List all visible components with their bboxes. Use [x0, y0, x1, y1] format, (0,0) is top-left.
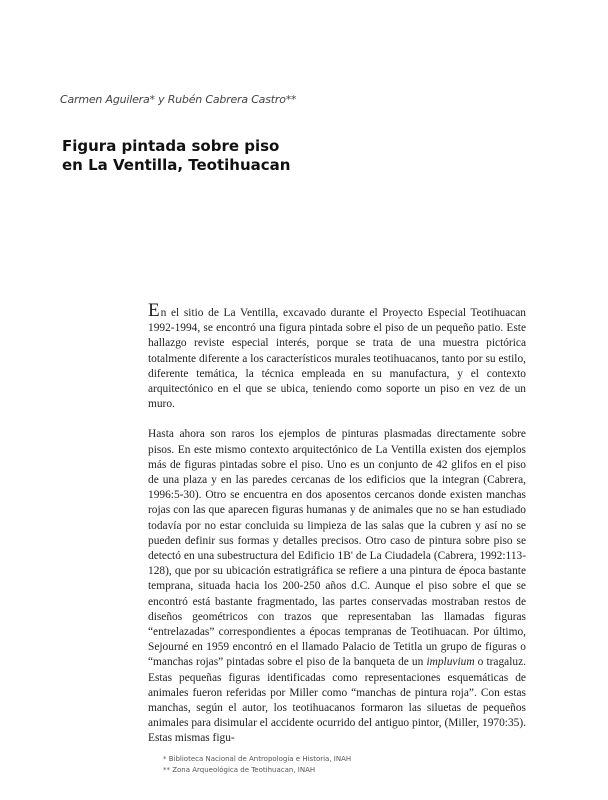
paragraph-2-text-a: Hasta ahora son raros los ejemplos de pinturas plasmadas directamente sobre pisos. En este mismo contexto arquitectónico de La Ventilla existen dos ejemplos más de figuras pintadas sobre el piso. Uno es un conjunto de 42 glifos en el piso de una plaza y en las paredes cercanas de los edificios que la integran (Cabrera, 1996:5-30). Otro se encuentra en dos aposentos cercanos donde existen manchas rojas con las que aparecen figuras humanas y de animales que no se han estudiado todavía por no estar concluida su limpieza de las salas que la cubren y así no se pueden definir sus formas y detalles precisos. Otro caso de pintura sobre piso se detectó en una subestructura del Edificio 1B' de La Ciudadela (Cabrera, 1992:113-128), que por su ubicación estratigráfica se refiere a una pintura de época bastante temprana, situada hacia los 200-250 años d.C. Aunque el piso sobre el que se encontró está bastante fragmentado, las partes conservadas mostraban restos de diseños geométricos con trazos que representaban las llamadas figuras “entrelazadas” correspondientes a épocas tempranas de Teotihuacan. Por último, Sejourné en 1959 encontró en el llamado Palacio de Tetitla un grupo de figuras o “manchas rojas” pintadas sobre el piso de la banqueta de un	[148, 428, 526, 669]
paragraph-2	[148, 427, 526, 746]
footnote-2: ** Zona Arqueológica de Teotihuacan, INAH	[163, 766, 316, 774]
footnote-1: * Biblioteca Nacional de Antropología e Historia, INAH	[163, 755, 352, 763]
article-title	[62, 137, 362, 175]
title-line-2: en La Ventilla, Teotihuacan	[62, 156, 291, 174]
article-body	[148, 300, 527, 747]
title-line-1: Figura pintada sobre piso	[62, 137, 280, 155]
footnotes	[163, 754, 351, 776]
paragraph-1	[148, 300, 526, 412]
paragraph-2-text-b: o tragaluz. Estas pequeñas figuras identificadas como representaciones esquemáticas de animales fueron referidas por Miller como “manchas de pintura roja”. Con estas manchas, según el autor, los teotihuacanos formaron las siluetas de pequeños animales para disimular el accidente ocurrido del antiguo pintor, (Miller, 1970:35). Estas mismas figu-	[148, 656, 527, 745]
drop-cap: E	[148, 300, 160, 321]
paragraph-1-text: n el sitio de La Ventilla, excavado durante el Proyecto Especial Teotihuacan 1992-1994, se encontró una figura pintada sobre el piso de un pequeño patio. Este hallazgo reviste especial interés, porque se trata de una muestra pictórica totalmente diferente a los característicos murales teotihuacanos, tanto por su estilo, diferente temática, la técnica empleada en su manufactura, y el contexto arquitectónico en el que se ubica, teniendo como soporte un piso en vez de un muro.	[148, 307, 526, 411]
authors-line: Carmen Aguilera* y Rubén Cabrera Castro**	[60, 93, 297, 106]
paragraph-2-emphasis: impluvium	[426, 656, 475, 669]
